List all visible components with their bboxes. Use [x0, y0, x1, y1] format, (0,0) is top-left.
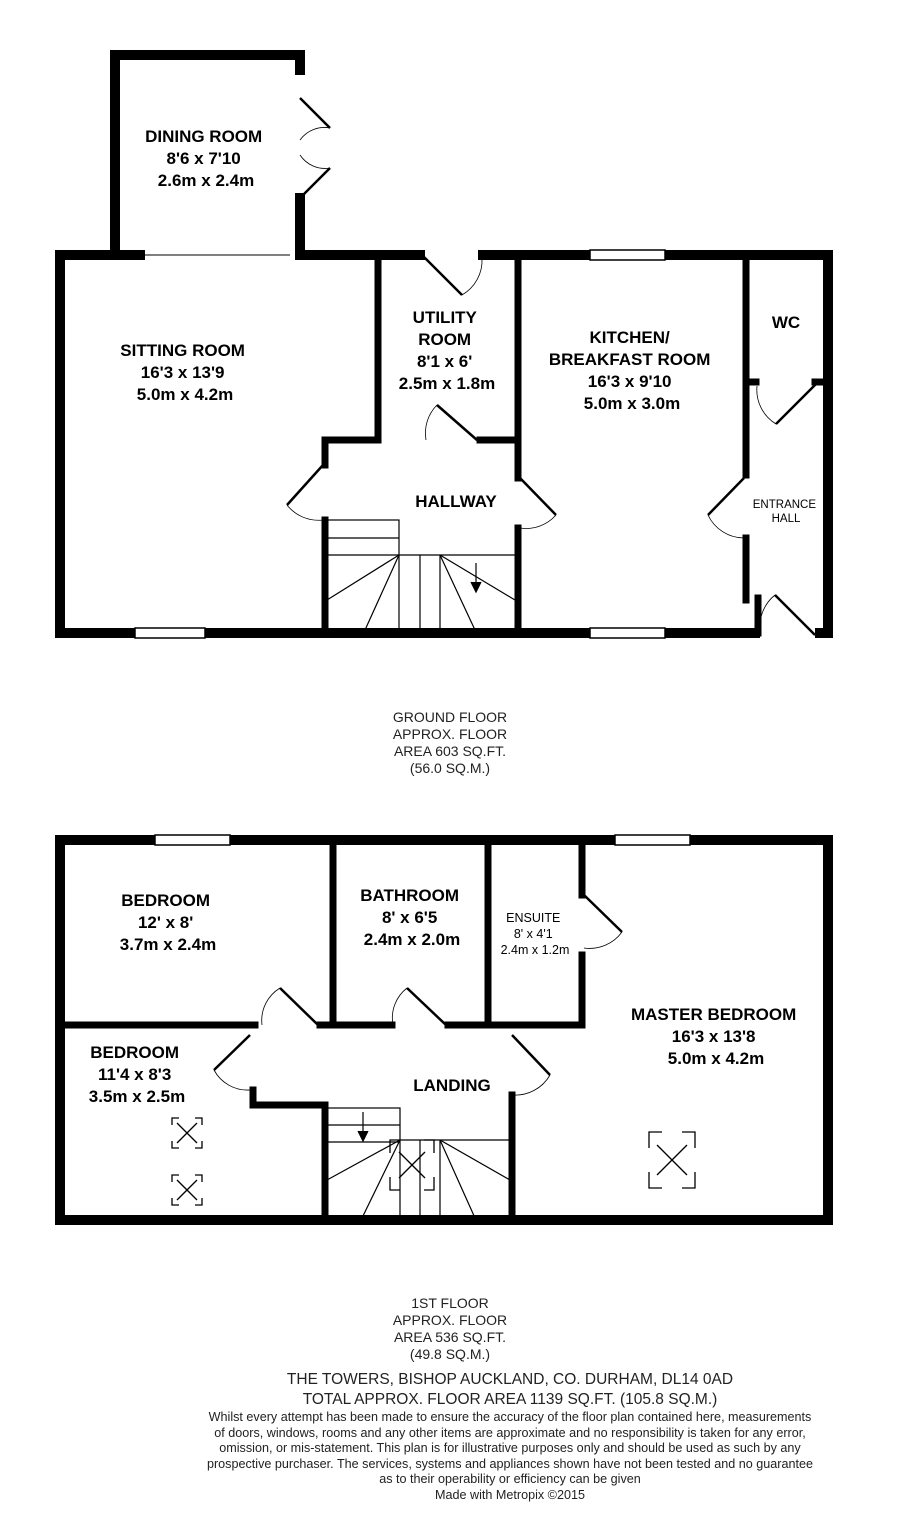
total-floor-area: TOTAL APPROX. FLOOR AREA 1139 SQ.FT. (105.8 SQ.M.)	[302, 1391, 718, 1408]
room-label-master-bedroom: MASTER BEDROOM 16'3 x 13'8 5.0m x 4.2m	[630, 1005, 797, 1068]
first-floor-caption	[330, 1295, 570, 1363]
disclaimer-line: prospective purchaser. The services, systems and appliances shown have not been tested and no guarantee	[206, 1456, 814, 1471]
room-label-bedroom-2: BEDROOM 11'4 x 8'3 3.5m x 2.5m	[88, 1043, 186, 1106]
disclaimer-line: Whilst every attempt has been made to ensure the accuracy of the floor plan contained here, measurements	[208, 1410, 812, 1424]
ground-floor-windows	[135, 250, 665, 638]
room-label-sitting-room: SITTING ROOM 16'3 x 13'9 5.0m x 4.2m	[120, 341, 245, 404]
ground-floor-inner-walls	[325, 255, 828, 633]
roof-light-icon	[172, 1118, 695, 1205]
room-label-dining-room: DINING ROOM 8'6 x 7'10 2.6m x 2.4m	[145, 127, 263, 190]
room-label-hallway: HALLWAY	[415, 492, 497, 511]
caption-line: AREA 536 SQ.FT.	[393, 1329, 507, 1345]
room-label-utility-room: UTILITY ROOM 8'1 x 6' 2.5m x 1.8m	[398, 308, 496, 393]
first-floor-stairs	[327, 1108, 510, 1218]
ground-floor-stairs	[327, 520, 515, 630]
ground-floor-caption	[330, 709, 570, 777]
caption-line: 1ST FLOOR	[411, 1295, 489, 1311]
room-label-bedroom-1: BEDROOM 12' x 8' 3.7m x 2.4m	[119, 891, 217, 954]
disclaimer-line: omission, or mis-statement. This plan is for illustrative purposes only and should be used as such by any	[219, 1441, 801, 1455]
caption-line: APPROX. FLOOR	[392, 1312, 508, 1328]
room-label-ensuite: ENSUITE 8' x 4'1 2.4m x 1.2m	[500, 911, 570, 957]
ground-floor-room-labels	[120, 127, 819, 525]
room-label-bathroom: BATHROOM 8' x 6'5 2.4m x 2.0m	[360, 886, 461, 949]
first-floor-room-labels	[89, 886, 801, 1106]
room-label-kitchen: KITCHEN/ BREAKFAST ROOM 16'3 x 9'10 5.0m x 3.0m	[548, 328, 711, 413]
caption-line: (49.8 SQ.M.)	[409, 1346, 491, 1362]
caption-line: (56.0 SQ.M.)	[409, 760, 491, 776]
caption-line: APPROX. FLOOR	[392, 726, 508, 742]
disclaimer	[150, 1410, 870, 1503]
property-address: THE TOWERS, BISHOP AUCKLAND, CO. DURHAM, DL14 0AD	[286, 1371, 734, 1388]
room-label-entrance-hall: ENTRANCE HALL	[752, 499, 817, 525]
room-label-wc: WC	[771, 313, 801, 332]
metropix-credit: Made with Metropix ©2015	[435, 1487, 585, 1502]
plan-footer	[150, 1370, 870, 1503]
disclaimer-line: of doors, windows, rooms and any other items are approximate and no responsibility is taken for any error,	[214, 1425, 806, 1440]
room-label-landing: LANDING	[413, 1076, 491, 1095]
caption-line: GROUND FLOOR	[392, 709, 508, 725]
disclaimer-line: as to their operability or efficiency can be given	[379, 1472, 641, 1486]
caption-line: AREA 603 SQ.FT.	[393, 743, 507, 759]
